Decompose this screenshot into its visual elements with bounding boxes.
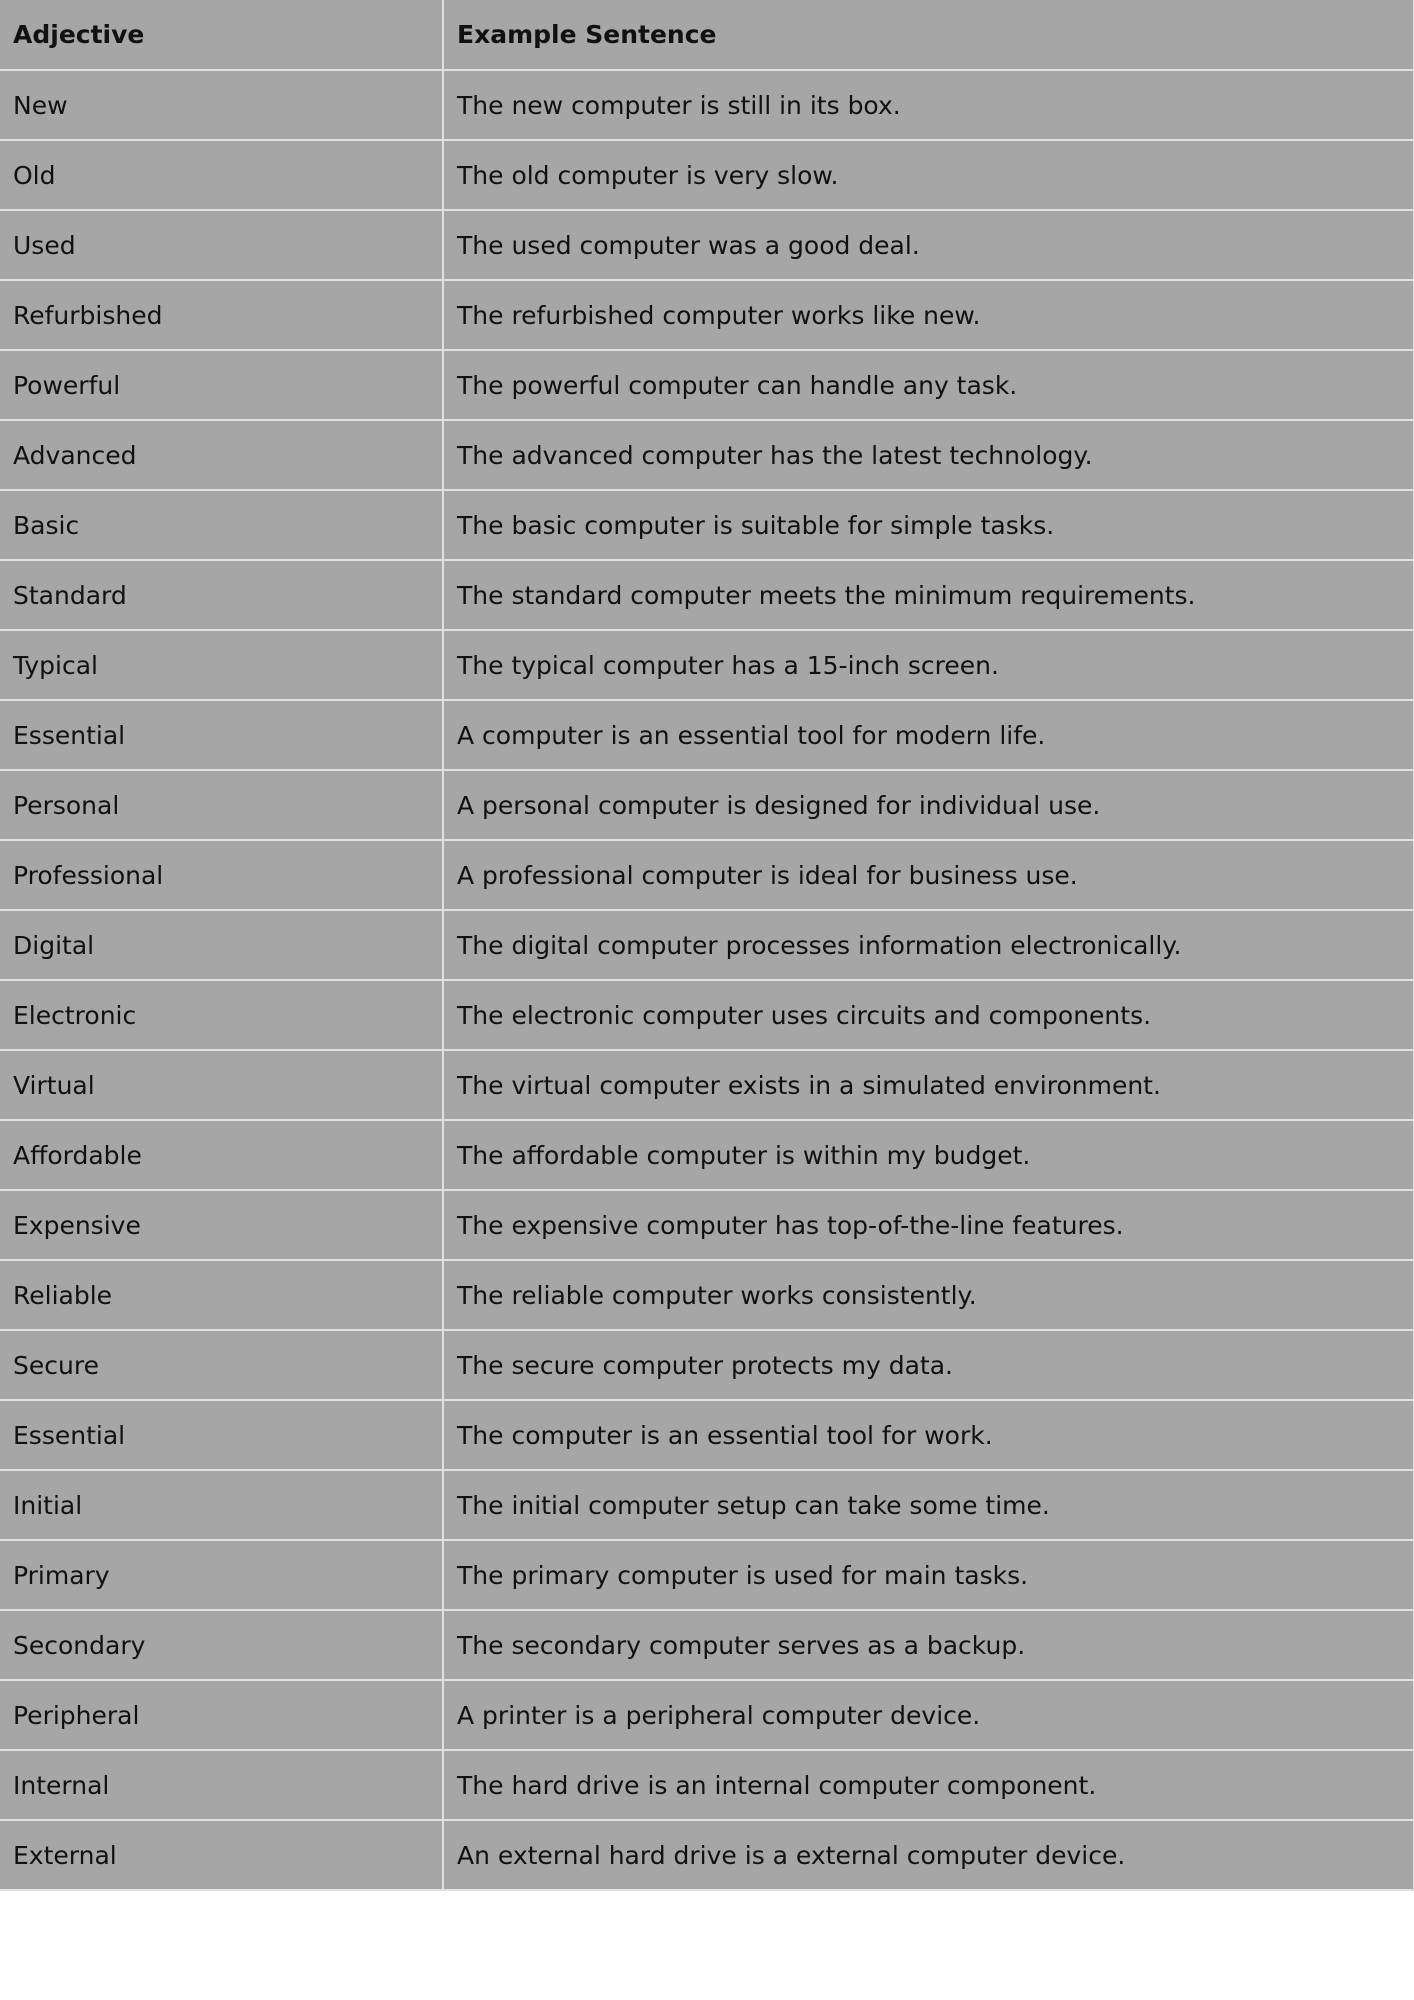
adjective-cell: Electronic — [0, 980, 443, 1050]
adjective-cell: Initial — [0, 1470, 443, 1540]
table-row — [0, 1470, 1414, 1540]
example-sentence-cell: A professional computer is ideal for business use. — [443, 840, 1414, 910]
adjective-cell: Personal — [0, 770, 443, 840]
adjective-cell: Old — [0, 140, 443, 210]
table-row — [0, 1400, 1414, 1470]
example-sentence-cell: The secure computer protects my data. — [443, 1330, 1414, 1400]
adjective-cell: Standard — [0, 560, 443, 630]
adjective-cell: Expensive — [0, 1190, 443, 1260]
table-row — [0, 1050, 1414, 1120]
adjective-cell: Powerful — [0, 350, 443, 420]
adjective-cell: External — [0, 1820, 443, 1890]
table-body — [0, 70, 1414, 1890]
example-sentence-cell: The used computer was a good deal. — [443, 210, 1414, 280]
adjective-cell: Refurbished — [0, 280, 443, 350]
adjective-cell: Essential — [0, 1400, 443, 1470]
table-row — [0, 980, 1414, 1050]
example-sentence-cell: The computer is an essential tool for work. — [443, 1400, 1414, 1470]
adjective-cell: Basic — [0, 490, 443, 560]
table-header — [0, 0, 1414, 70]
table-row — [0, 490, 1414, 560]
example-sentence-cell: The digital computer processes information electronically. — [443, 910, 1414, 980]
adjective-cell: Professional — [0, 840, 443, 910]
table-row — [0, 910, 1414, 980]
column-header-example-sentence: Example Sentence — [443, 0, 1414, 70]
example-sentence-cell: The expensive computer has top-of-the-line features. — [443, 1190, 1414, 1260]
example-sentence-cell: A computer is an essential tool for modern life. — [443, 700, 1414, 770]
table-row — [0, 1610, 1414, 1680]
table-row — [0, 630, 1414, 700]
table-row — [0, 70, 1414, 140]
header-row — [0, 0, 1414, 70]
example-sentence-cell: The advanced computer has the latest technology. — [443, 420, 1414, 490]
adjective-cell: Affordable — [0, 1120, 443, 1190]
adjective-cell: Reliable — [0, 1260, 443, 1330]
adjective-cell: Primary — [0, 1540, 443, 1610]
adjective-cell: Used — [0, 210, 443, 280]
example-sentence-cell: The old computer is very slow. — [443, 140, 1414, 210]
example-sentence-cell: The initial computer setup can take some time. — [443, 1470, 1414, 1540]
adjective-cell: Secondary — [0, 1610, 443, 1680]
example-sentence-cell: An external hard drive is a external computer device. — [443, 1820, 1414, 1890]
adjective-cell: Typical — [0, 630, 443, 700]
example-sentence-cell: The new computer is still in its box. — [443, 70, 1414, 140]
table-row — [0, 840, 1414, 910]
table-row — [0, 1540, 1414, 1610]
adjective-cell: Peripheral — [0, 1680, 443, 1750]
example-sentence-cell: The electronic computer uses circuits and components. — [443, 980, 1414, 1050]
adjective-cell: Digital — [0, 910, 443, 980]
example-sentence-cell: A personal computer is designed for individual use. — [443, 770, 1414, 840]
table-row — [0, 560, 1414, 630]
example-sentence-cell: The primary computer is used for main tasks. — [443, 1540, 1414, 1610]
example-sentence-cell: The powerful computer can handle any task. — [443, 350, 1414, 420]
table-row — [0, 1750, 1414, 1820]
example-sentence-cell: The reliable computer works consistently. — [443, 1260, 1414, 1330]
example-sentence-cell: The typical computer has a 15-inch screen. — [443, 630, 1414, 700]
example-sentence-cell: The basic computer is suitable for simple tasks. — [443, 490, 1414, 560]
example-sentence-cell: The standard computer meets the minimum requirements. — [443, 560, 1414, 630]
example-sentence-cell: The virtual computer exists in a simulated environment. — [443, 1050, 1414, 1120]
table-row — [0, 140, 1414, 210]
table-row — [0, 420, 1414, 490]
adjective-cell: Essential — [0, 700, 443, 770]
table-row — [0, 280, 1414, 350]
adjective-cell: New — [0, 70, 443, 140]
table-row — [0, 1330, 1414, 1400]
table-row — [0, 1260, 1414, 1330]
example-sentence-cell: The secondary computer serves as a backup. — [443, 1610, 1414, 1680]
adjective-cell: Secure — [0, 1330, 443, 1400]
example-sentence-cell: The hard drive is an internal computer component. — [443, 1750, 1414, 1820]
example-sentence-cell: A printer is a peripheral computer device. — [443, 1680, 1414, 1750]
table-row — [0, 1120, 1414, 1190]
adjective-cell: Internal — [0, 1750, 443, 1820]
adjective-cell: Advanced — [0, 420, 443, 490]
table-row — [0, 1680, 1414, 1750]
table-row — [0, 1190, 1414, 1260]
table-row — [0, 350, 1414, 420]
adjective-cell: Virtual — [0, 1050, 443, 1120]
table-row — [0, 770, 1414, 840]
table-row — [0, 1820, 1414, 1890]
example-sentence-cell: The refurbished computer works like new. — [443, 280, 1414, 350]
example-sentence-cell: The affordable computer is within my budget. — [443, 1120, 1414, 1190]
column-header-adjective: Adjective — [0, 0, 443, 70]
table-row — [0, 700, 1414, 770]
table-row — [0, 210, 1414, 280]
